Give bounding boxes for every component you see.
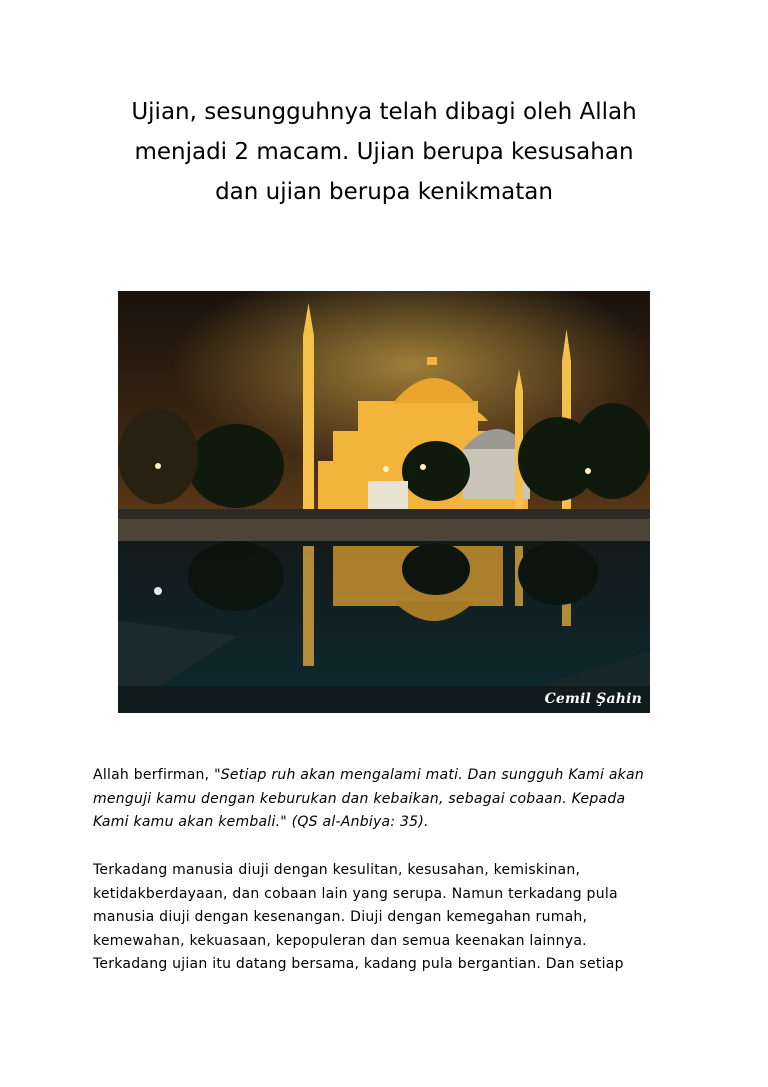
photo-credit: Cemil Şahin	[544, 691, 642, 707]
mosque-night-illustration	[118, 291, 650, 713]
title-line-1: Ujian, sesungguhnya telah dibagi oleh Allah	[131, 99, 637, 125]
paragraph1-line-2	[93, 788, 683, 812]
body-paragraph	[93, 859, 683, 977]
paragraph1-line-1	[93, 764, 683, 788]
paragraph2-line-4: kemewahan, kekuasaan, kepopuleran dan semua keenakan lainnya.	[93, 932, 587, 949]
paragraph1-quote-line-3: Kami kamu akan kembali." (QS al-Anbiya: 35).	[93, 814, 429, 830]
paragraph2-line-5: Terkadang ujian itu datang bersama, kadang pula bergantian. Dan setiap	[93, 956, 624, 972]
paragraph2-line-1: Terkadang manusia diuji dengan kesulitan, kesusahan, kemiskinan,	[93, 862, 581, 878]
mosque-photo	[118, 291, 650, 713]
title-line-2: menjadi 2 macam. Ujian berupa kesusahan	[134, 139, 634, 165]
paragraph2-line-2: ketidakberdayaan, dan cobaan lain yang serupa. Namun terkadang pula	[93, 885, 618, 902]
paragraph1-quote-line-1: "Setiap ruh akan mengalami mati. Dan sungguh Kami akan	[214, 767, 644, 783]
page-title	[96, 92, 672, 212]
paragraph1-quote-line-2: menguji kamu dengan keburukan dan kebaikan, sebagai cobaan. Kepada	[93, 790, 626, 807]
quran-paragraph	[93, 764, 683, 835]
title-line-3: dan ujian berupa kenikmatan	[215, 179, 553, 205]
paragraph2-line-3: manusia diuji dengan kesenangan. Diuji dengan kemegahan rumah,	[93, 909, 588, 925]
paragraph1-intro: Allah berfirman,	[93, 767, 215, 783]
paragraph1-line-3	[93, 811, 683, 835]
